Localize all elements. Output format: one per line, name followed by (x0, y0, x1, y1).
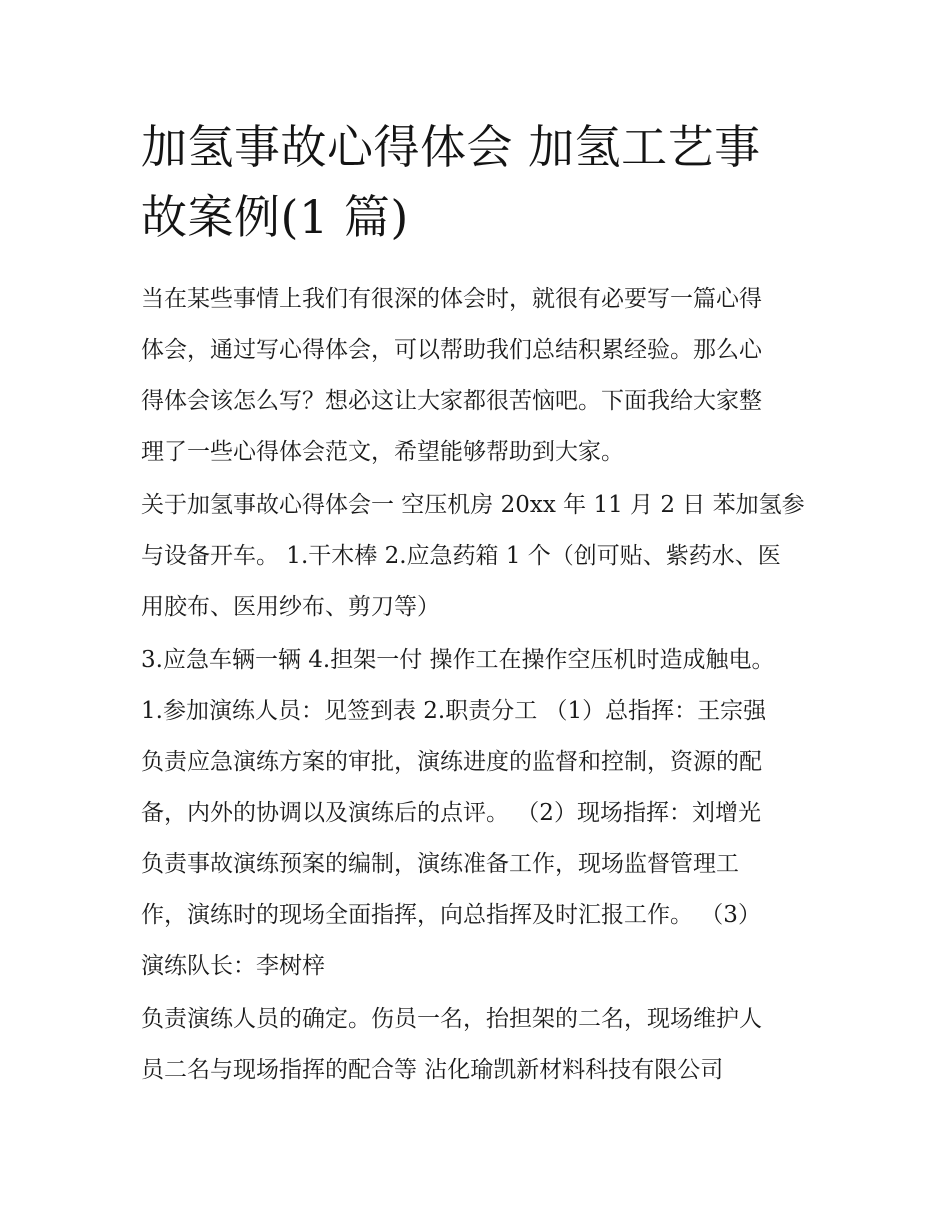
text-line: 演练队长：李树梓 (141, 953, 325, 979)
text-line: 员二名与现场指挥的配合等 沾化瑜凯新材料科技有限公司 (141, 1057, 724, 1083)
text-line: 与设备开车。 1.干木棒 2.应急药箱 1 个（创可贴、紫药水、医 (141, 543, 781, 569)
text-line: 用胶布、医用纱布、剪刀等） (141, 594, 440, 620)
text-line: 作，演练时的现场全面指挥，向总指挥及时汇报工作。 （3） (141, 902, 761, 928)
text-line: 负责演练人员的确定。伤员一名，抬担架的二名，现场维护人 (141, 1006, 762, 1032)
paragraph-roles (141, 635, 821, 992)
text-line: 3.应急车辆一辆 4.担架一付 操作工在操作空压机时造成触电。 (141, 647, 775, 673)
title-line: 加氢事故心得体会 加氢工艺事 (141, 120, 761, 174)
text-line: 得体会该怎么写？想必这让大家都很苦恼吧。下面我给大家整 (141, 388, 762, 414)
text-line: 体会，通过写心得体会，可以帮助我们总结积累经验。那么心 (141, 337, 762, 363)
text-line: 负责应急演练方案的审批，演练进度的监督和控制，资源的配 (141, 749, 762, 775)
text-line: 理了一些心得体会范文，希望能够帮助到大家。 (141, 439, 624, 465)
paragraph-intro (141, 274, 821, 478)
document-title (141, 112, 821, 252)
paragraph-personnel (141, 994, 821, 1096)
title-line: 故案例(1 篇) (141, 190, 409, 244)
text-line: 负责事故演练预案的编制，演练准备工作，现场监督管理工 (141, 851, 739, 877)
text-line: 当在某些事情上我们有很深的体会时，就很有必要写一篇心得 (141, 286, 762, 312)
paragraph-drill-intro (141, 480, 821, 633)
text-line: 关于加氢事故心得体会一 空压机房 20xx 年 11 月 2 日 苯加氢参 (141, 492, 805, 518)
document-body (141, 112, 821, 1098)
text-line: 1.参加演练人员：见签到表 2.职责分工 （1）总指挥：王宗强 (141, 698, 767, 724)
text-line: 备，内外的协调以及演练后的点评。 （2）现场指挥：刘增光 (141, 800, 761, 826)
